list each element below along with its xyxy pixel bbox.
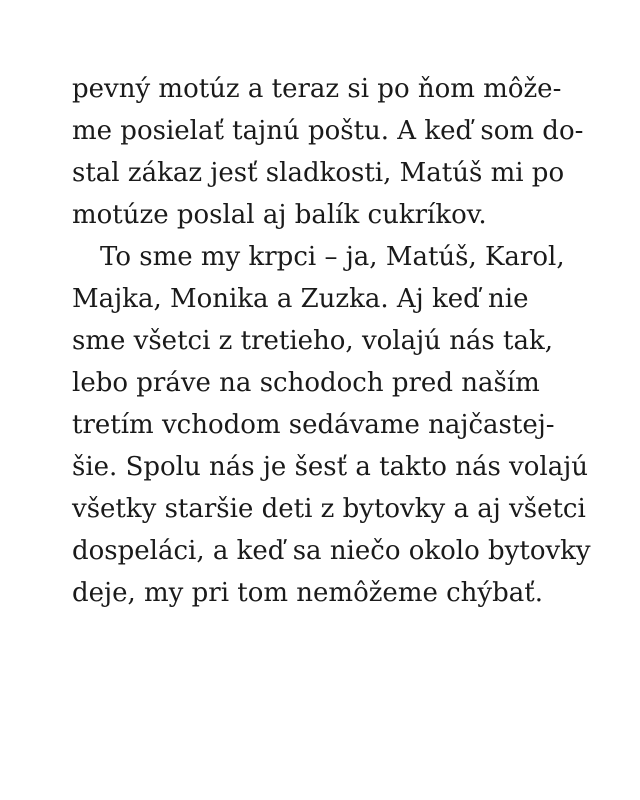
text-line: sme všetci z tretieho, volajú nás tak, [72,326,554,356]
text-line: motúze poslal aj balík cukríkov. [72,200,487,230]
text-line: všetky staršie deti z bytovky a aj všetci [72,494,586,524]
text-line: stal zákaz jesť sladkosti, Matúš mi po [72,158,565,188]
text-line: Majka, Monika a Zuzka. Aj keď nie [72,284,529,314]
text-line: pevný motúz a teraz si po ňom môže- [72,74,562,104]
body-text [72,68,591,614]
text-line: me posielať tajnú poštu. A keď som do- [72,116,584,146]
text-line: dospeláci, a keď sa niečo okolo bytovky [72,536,591,566]
text-line: šie. Spolu nás je šesť a takto nás volajú [72,452,589,482]
text-line: lebo práve na schodoch pred naším [72,368,540,398]
paragraph-first-line: To sme my krpci – ja, Matúš, Karol, [100,242,565,272]
text-line: tretím vchodom sedávame najčastej- [72,410,555,440]
text-line: deje, my pri tom nemôžeme chýbať. [72,578,543,608]
